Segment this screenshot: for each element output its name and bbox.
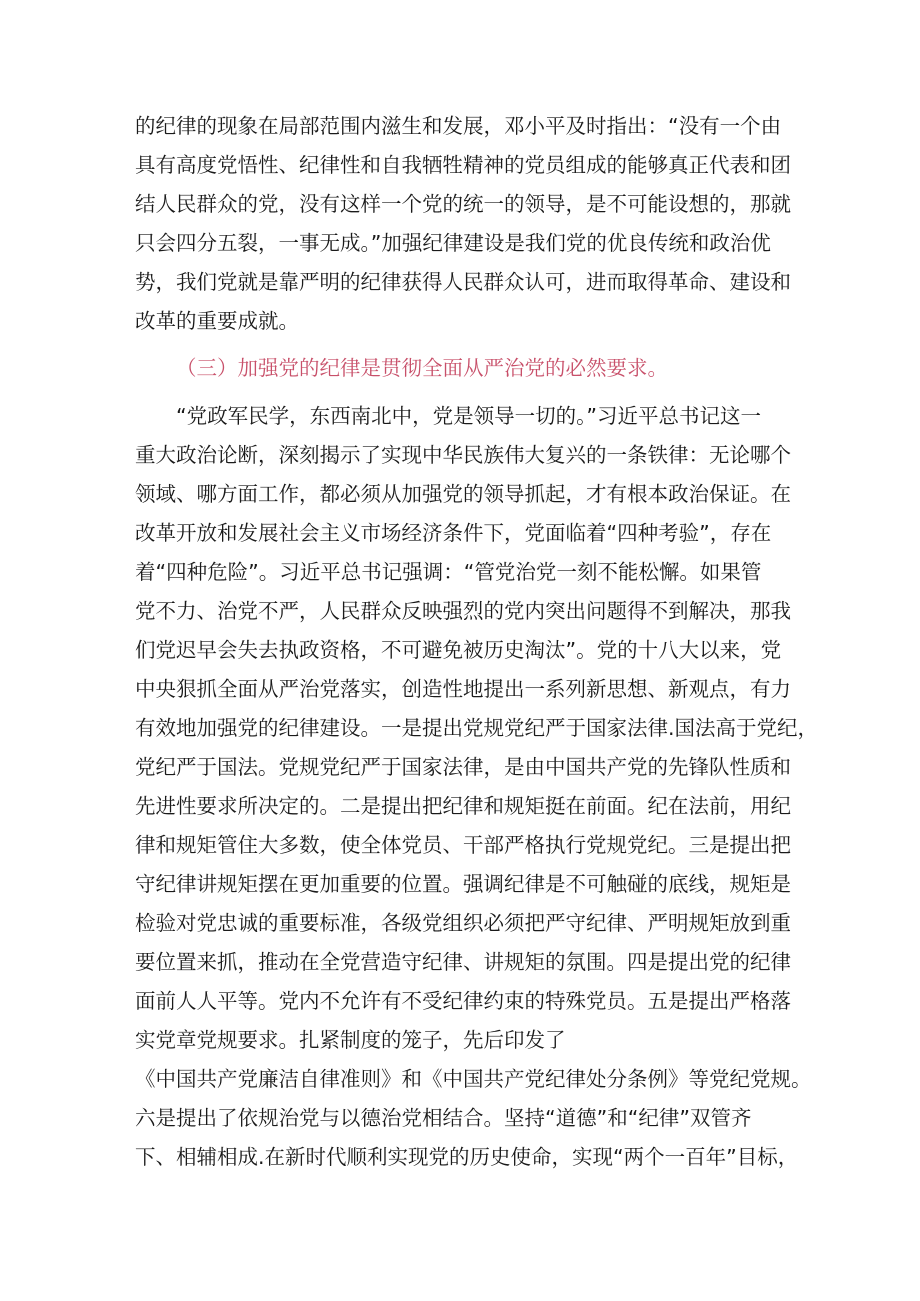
paragraph-2-line-13: 守纪律讲规矩摆在更加重要的位置。强调纪律是不可触碰的底线，规矩是 (135, 872, 791, 896)
paragraph-2-line-8: 中央狠抓全面从严治党落实，创造性地提出一系列新思想、新观点，有力 (135, 677, 791, 701)
paragraph-2-line-14: 检验对党忠诚的重要标准，各级党组织必须把严守纪律、严明规矩放到重 (135, 911, 791, 935)
paragraph-2-line-20: 下、相辅相成.在新时代顺利实现党的历史使命，实现“两个一百年”目标， (135, 1145, 799, 1169)
paragraph-2-line-2: 重大政治论断，深刻揭示了实现中华民族伟大复兴的一条铁律：无论哪个 (135, 443, 791, 467)
paragraph-2-line-12: 律和规矩管住大多数，使全体党员、干部严格执行党规党纪。三是提出把 (135, 833, 791, 857)
paragraph-1-line-1: 的纪律的现象在局部范围内滋生和发展，邓小平及时指出：“没有一个由 (135, 114, 782, 138)
paragraph-1-line-3: 结人民群众的党，没有这样一个党的统一的领导，是不可能设想的，那就 (135, 192, 791, 216)
paragraph-1-line-6: 改革的重要成就。 (135, 309, 299, 333)
paragraph-2-line-10: 党纪严于国法。党规党纪严于国家法律，是由中国共产党的先锋队性质和 (135, 755, 791, 779)
paragraph-2-line-9: 有效地加强党的纪律建设。一是提出党规党纪严于国家法律.国法高于党纪， (135, 716, 819, 740)
paragraph-2-line-19: 六是提出了依规治党与以德治党相结合。坚持“道德”和“纪律”双管齐 (135, 1106, 752, 1130)
paragraph-2-line-3: 领域、哪方面工作，都必须从加强党的领导抓起，才有根本政治保证。在 (135, 482, 791, 506)
paragraph-2-line-11: 先进性要求所决定的。二是提出把纪律和规矩挺在前面。纪在法前，用纪 (135, 794, 791, 818)
paragraph-2-line-5: 着“四种危险”。习近平总书记强调：“管党治党一刻不能松懈。如果管 (135, 560, 762, 584)
paragraph-2-line-17: 实党章党规要求。扎紧制度的笼子，先后印发了 (135, 1028, 566, 1052)
paragraph-1-line-4: 只会四分五裂，一事无成。”加强纪律建设是我们党的优良传统和政治优 (135, 231, 771, 255)
paragraph-2-line-16: 面前人人平等。党内不允许有不受纪律约束的特殊党员。五是提出严格落 (135, 989, 791, 1013)
paragraph-2-line-1: “党政军民学，东西南北中，党是领导一切的。”习近平总书记这一 (176, 404, 761, 428)
paragraph-1-line-2: 具有高度党悟性、纪律性和自我牺牲精神的党员组成的能够真正代表和团 (135, 153, 791, 177)
paragraph-2-line-6: 党不力、治党不严，人民群众反映强烈的党内突出问题得不到解决，那我 (135, 599, 791, 623)
paragraph-2-line-18: 《中国共产党廉洁自律准则》和《中国共产党纪律处分条例》等党纪党规。 (135, 1067, 812, 1091)
paragraph-1-line-5: 势，我们党就是靠严明的纪律获得人民群众认可，进而取得革命、建设和 (135, 270, 791, 294)
section-heading: （三）加强党的纪律是贯彻全面从严治党的必然要求。 (176, 356, 668, 380)
paragraph-2-line-4: 改革开放和发展社会主义市场经济条件下，党面临着“四种考验”，存在 (135, 521, 772, 545)
paragraph-2-line-7: 们党迟早会失去执政资格，不可避免被历史淘汰”。党的十八大以来，党 (135, 638, 782, 662)
paragraph-2-line-15: 要位置来抓，推动在全党营造守纪律、讲规矩的氛围。四是提出党的纪律 (135, 950, 791, 974)
